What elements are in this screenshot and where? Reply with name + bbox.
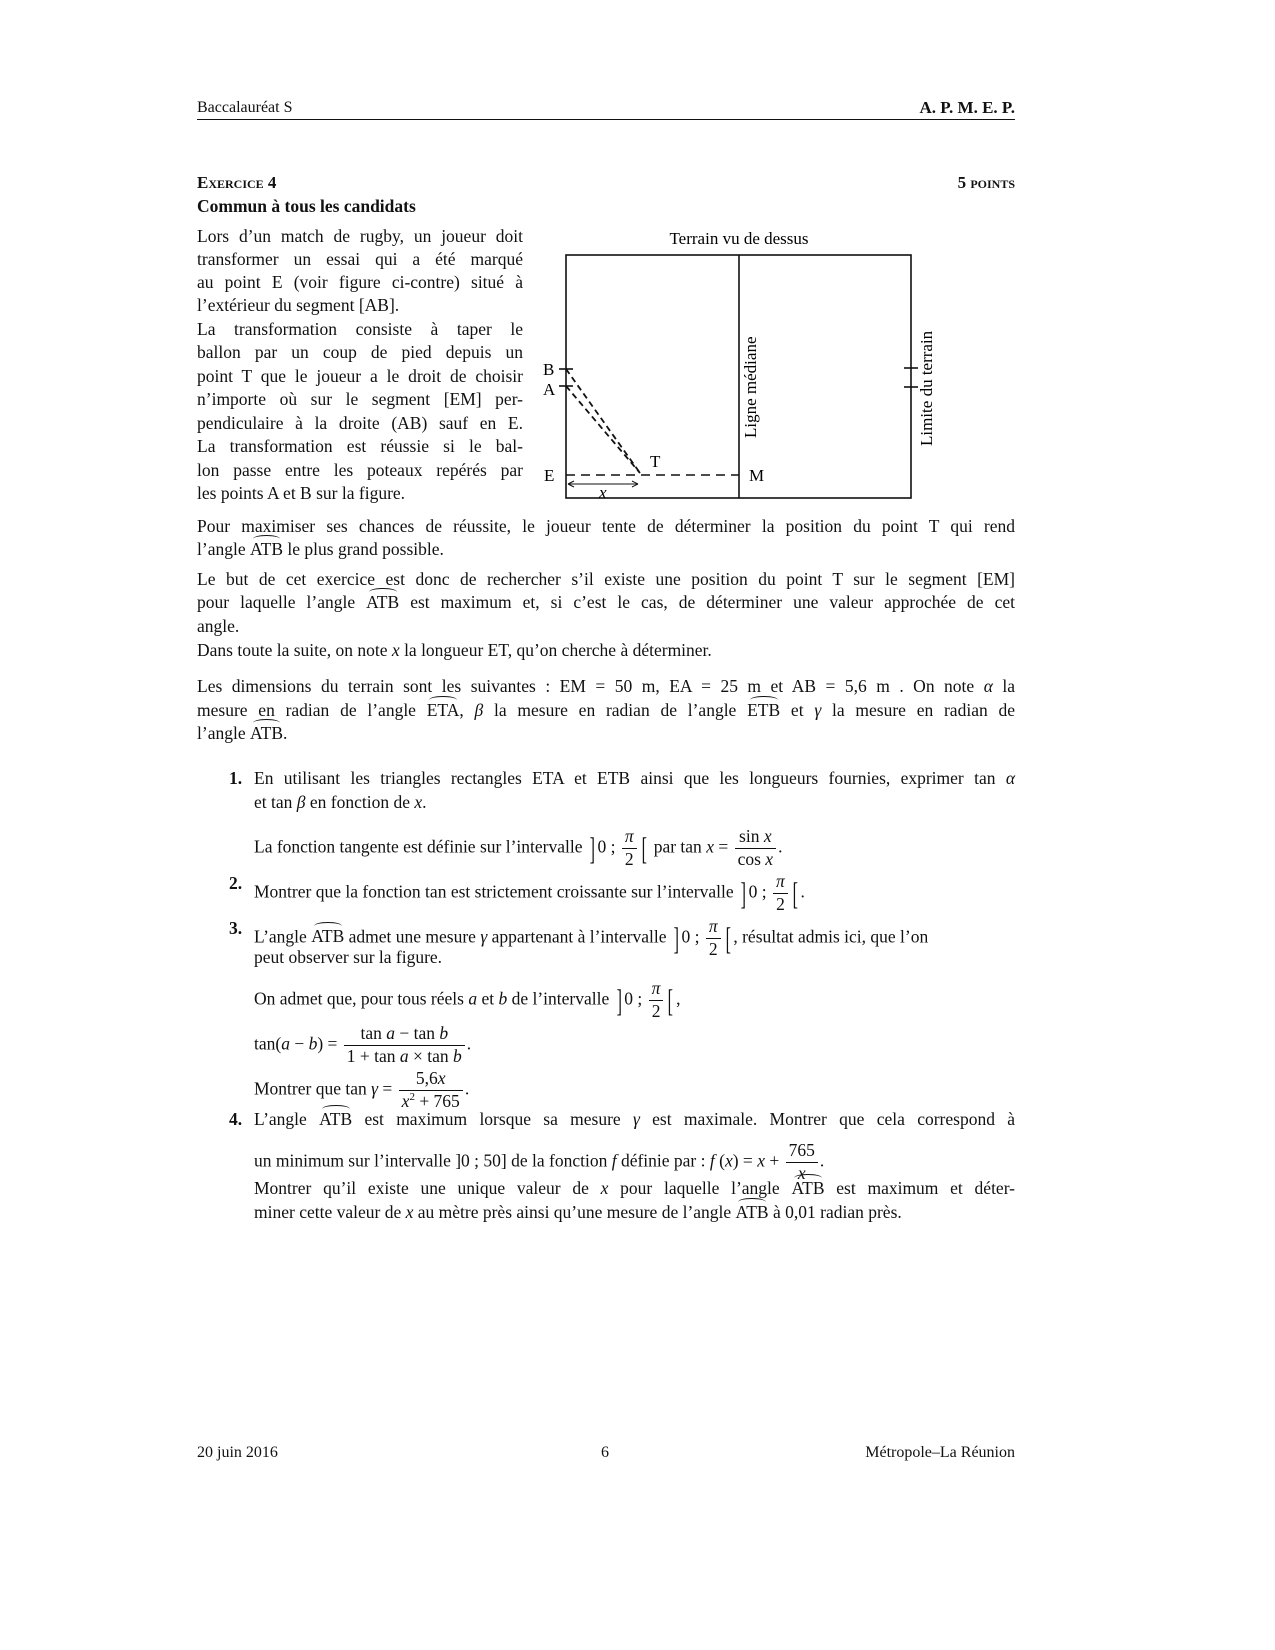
interval-bracket: ] — [673, 920, 679, 957]
math-variable: x — [763, 826, 772, 846]
text-run: − tan — [394, 1023, 440, 1043]
text-run: à 0,01 radian près. — [768, 1202, 902, 1222]
text-run: Le but de cet exercice est donc de rechercher s’il existe une position du point T sur le segment [EM] — [197, 569, 1015, 589]
math-variable: x — [757, 1150, 765, 1171]
text-run: en fonction de — [305, 792, 415, 812]
text-run: l’angle — [197, 723, 250, 743]
text-run: miner cette valeur de — [254, 1202, 406, 1222]
text-run: . — [778, 836, 783, 857]
exercise-subtitle: Commun à tous les candidats — [197, 196, 416, 216]
question-line — [254, 1023, 1015, 1066]
label-x: x — [599, 483, 607, 502]
body-line — [197, 537, 1015, 561]
question-number: 2. — [229, 873, 243, 893]
question-line — [254, 1200, 1015, 1224]
label-M: M — [749, 466, 765, 485]
exercise-points: 5 points — [957, 173, 1015, 192]
math-variable: x — [437, 1068, 446, 1088]
label-A: A — [543, 380, 556, 399]
fraction-denominator — [773, 894, 788, 916]
math-variable: f — [611, 1150, 617, 1171]
math-variable: x — [706, 836, 714, 857]
text-run: appartenant à l’intervalle — [487, 926, 671, 947]
interval-bracket: [ — [792, 875, 798, 912]
question-line — [254, 826, 1015, 869]
math-variable: x — [401, 1090, 410, 1111]
text-run: La transformation est réussie si le bal- — [197, 436, 523, 456]
text-run: ) = — [732, 1150, 758, 1171]
body-line — [197, 590, 1015, 614]
interval-bracket: ] — [740, 875, 747, 912]
math-variable: α — [1005, 768, 1015, 788]
text-run: . — [466, 1033, 472, 1054]
footer-page-number: 6 — [601, 1444, 609, 1461]
math-variable: γ — [371, 1078, 379, 1099]
fraction-denominator — [344, 1046, 465, 1068]
text-run: et — [477, 988, 499, 1009]
angle-notation: ATB — [735, 1202, 769, 1222]
angle-notation: ATB — [249, 723, 284, 743]
math-variable: γ — [814, 700, 822, 720]
text-run: et — [780, 700, 815, 720]
text-run: transformer un essai qui a été marqué — [197, 249, 523, 269]
exercise-title: Exercice 4 — [197, 173, 277, 192]
median-label: Ligne médiane — [741, 336, 760, 438]
text-run: la mesure en radian de — [821, 700, 1015, 720]
text-run: un minimum sur l’intervalle ]0 ; 50] de la fonction — [254, 1150, 612, 1171]
text-run: au mètre près ainsi qu’une mesure de l’angle — [413, 1202, 736, 1222]
text-run: cos — [737, 848, 766, 869]
text-run: L’angle — [254, 1109, 320, 1129]
text-run: , résultat admis ici, que l’on — [733, 926, 929, 947]
text-run: tan( — [254, 1033, 282, 1054]
text-run: ) = — [317, 1033, 342, 1054]
math-variable: β — [474, 700, 484, 720]
text-run: n’importe où sur le segment [EM] per- — [197, 389, 523, 409]
text-run: l’extérieur du segment [AB]. — [197, 295, 400, 315]
text-run: 1 + tan — [346, 1045, 400, 1066]
text-run: , — [676, 988, 681, 1009]
interval-bracket: [ — [641, 830, 647, 867]
limit-label: Limite du terrain — [917, 330, 936, 446]
text-run: l’angle — [197, 539, 250, 559]
text-run: Pour maximiser ses chances de réussite, le joueur tente de déterminer la position du point T qui rend — [197, 516, 1015, 536]
text-run: 0 ; — [624, 988, 647, 1009]
math-variable: x — [797, 1162, 806, 1183]
text-run: lon passe entre les poteaux repérés par — [197, 460, 523, 480]
text-run: − — [289, 1033, 309, 1054]
math-variable: b — [498, 988, 508, 1009]
text-run: 2 — [651, 1000, 661, 1021]
interval-bracket: ] — [589, 830, 595, 867]
text-run: est maximale. Montrer que cela correspond à — [639, 1109, 1015, 1129]
fraction — [649, 978, 664, 1023]
angle-notation: ATB — [366, 592, 400, 612]
label-E: E — [544, 466, 555, 485]
angle-notation: ATB — [791, 1178, 825, 1198]
body-line — [197, 721, 1015, 745]
label-B: B — [543, 360, 555, 379]
header-left: Baccalauréat S — [197, 99, 293, 116]
body-line — [197, 674, 1015, 698]
text-run: au point E (voir figure ci-contre) situé à — [197, 272, 523, 292]
fraction-numerator — [773, 871, 788, 894]
text-run: 0 ; — [681, 926, 704, 947]
question-line — [254, 1140, 1015, 1183]
angle-notation: ATB — [249, 539, 284, 559]
math-variable: γ — [632, 1109, 640, 1129]
angle-notation: ATB — [319, 1109, 353, 1129]
interval-bracket: ] — [616, 982, 622, 1019]
text-run: mesure en radian de l’angle — [197, 700, 427, 720]
question-number: 1. — [229, 768, 243, 788]
text-run: est maximum et, si c’est le cas, de déterminer une valeur approchée de cet — [399, 592, 1015, 612]
math-variable: α — [983, 676, 993, 696]
text-run: + 765 — [414, 1090, 460, 1111]
text-run: par tan — [649, 836, 707, 857]
text-run: Lors d’un match de rugby, un joueur doit — [197, 226, 523, 246]
question-line — [254, 871, 1015, 914]
math-variable: a — [386, 1023, 395, 1043]
text-run: On admet que, pour tous réels — [254, 988, 469, 1009]
fraction-numerator — [735, 826, 776, 849]
fraction-numerator — [649, 978, 664, 1001]
text-run: = — [713, 836, 733, 857]
fraction-denominator — [735, 849, 776, 871]
text-run: . — [800, 881, 805, 902]
text-run: ballon par un coup de pied depuis un — [197, 342, 523, 362]
question-line — [254, 1107, 1015, 1131]
fraction — [344, 1023, 465, 1068]
text-run: définie par : — [616, 1150, 710, 1171]
fraction — [622, 826, 637, 871]
text-run: 2 — [708, 938, 718, 959]
math-variable: x — [414, 792, 423, 812]
math-variable: b — [453, 1045, 462, 1066]
text-run: , — [459, 700, 475, 720]
text-run: sin — [739, 826, 764, 846]
text-run: les points A et B sur la figure. — [197, 483, 406, 503]
text-run: La fonction tangente est définie sur l’intervalle — [254, 836, 587, 857]
fraction-denominator — [622, 849, 637, 871]
question-number: 4. — [229, 1109, 243, 1129]
math-variable: π — [708, 916, 718, 936]
label-T: T — [650, 452, 661, 471]
text-run: Montrer qu’il existe une unique valeur de — [254, 1178, 601, 1198]
math-variable: x — [724, 1150, 733, 1171]
body-line — [197, 567, 1015, 591]
math-variable: b — [308, 1033, 318, 1054]
text-run: La transformation consiste à taper le — [197, 319, 523, 339]
interval-bracket: [ — [668, 982, 674, 1019]
text-run: ( — [714, 1150, 725, 1171]
math-variable: γ — [480, 926, 488, 947]
math-variable: π — [624, 826, 634, 846]
text-run: 2 — [776, 893, 785, 914]
interval-bracket: [ — [725, 920, 731, 957]
fraction — [735, 826, 776, 871]
fraction-denominator — [649, 1001, 664, 1023]
question-line — [254, 945, 1015, 969]
text-run: peut observer sur la figure. — [254, 947, 443, 967]
angle-notation: ETA — [426, 700, 460, 720]
text-run: × tan — [408, 1045, 454, 1066]
math-variable: x — [600, 1178, 609, 1198]
segment-BT — [566, 369, 640, 473]
text-run: . — [819, 1150, 825, 1171]
field-figure — [0, 0, 1275, 520]
math-variable: a — [281, 1033, 290, 1054]
fraction-numerator — [622, 826, 637, 849]
text-run: = — [378, 1078, 397, 1099]
text-run: est maximum et déter- — [824, 1178, 1015, 1198]
text-run: 0 ; — [748, 881, 772, 902]
text-run: . — [283, 723, 288, 743]
math-variable: x — [765, 848, 774, 869]
math-variable: a — [399, 1045, 409, 1066]
segment-AT — [566, 386, 640, 473]
text-run: Montrer que tan — [254, 1078, 372, 1099]
question-line — [254, 766, 1015, 790]
fraction — [773, 871, 788, 916]
text-run: est maximum lorsque sa mesure — [352, 1109, 633, 1129]
text-run: pour laquelle l’angle — [197, 592, 367, 612]
question-line — [254, 978, 1015, 1021]
body-line — [197, 614, 1015, 638]
text-run: 2 — [624, 848, 634, 869]
text-run: . — [464, 1078, 470, 1099]
text-run: admet une mesure — [344, 926, 481, 947]
math-variable: f — [709, 1150, 715, 1171]
math-variable: x — [391, 640, 400, 660]
text-run: L’angle — [254, 926, 312, 947]
text-run: angle. — [197, 616, 240, 636]
math-variable: a — [468, 988, 478, 1009]
question-line — [254, 790, 1015, 814]
footer-date: 20 juin 2016 — [197, 1444, 278, 1461]
text-run: la mesure en radian de l’angle — [483, 700, 748, 720]
text-run: En utilisant les triangles rectangles ETA et ETB ainsi que les longueurs fournies, exprimer tan — [254, 768, 1006, 788]
math-variable: x — [405, 1202, 414, 1222]
text-run: 5,6 — [415, 1068, 438, 1088]
text-run: + — [764, 1150, 784, 1171]
text-run: . — [422, 792, 427, 812]
fraction-numerator — [706, 916, 721, 939]
angle-notation: ETB — [747, 700, 781, 720]
body-line — [197, 514, 1015, 538]
text-run: point T que le joueur a le droit de choisir — [197, 366, 523, 386]
fraction-numerator — [399, 1068, 463, 1091]
text-run: Montrer que la fonction tan est strictement croissante sur l’intervalle — [254, 881, 739, 902]
text-run: pour laquelle l’angle — [608, 1178, 792, 1198]
text-run: Dans toute la suite, on note — [197, 640, 392, 660]
text-run: et tan — [254, 792, 297, 812]
math-variable: π — [776, 871, 785, 891]
math-variable: π — [651, 978, 661, 998]
text-run: le plus grand possible. — [283, 539, 444, 559]
text-run: de l’intervalle — [507, 988, 614, 1009]
figure-title: Terrain vu de dessus — [669, 229, 809, 248]
text-run: Les dimensions du terrain sont les suivantes : EM = 50 m, EA = 25 m et AB = 5,6 m . On note — [197, 676, 984, 696]
text-run: tan — [360, 1023, 387, 1043]
body-line — [197, 638, 1015, 662]
text-run: la — [992, 676, 1015, 696]
fraction-numerator — [786, 1140, 818, 1163]
footer-place: Métropole–La Réunion — [865, 1444, 1015, 1461]
question-number: 3. — [229, 918, 243, 938]
exponent: 2 — [409, 1091, 415, 1104]
text-run: pendiculaire à la droite (AB) sauf en E. — [197, 413, 523, 433]
text-run: 765 — [788, 1140, 815, 1160]
text-run: 0 ; — [597, 836, 620, 857]
header-right: A. P. M. E. P. — [919, 98, 1015, 117]
math-variable: b — [439, 1023, 449, 1043]
math-variable: β — [296, 792, 306, 812]
question-line — [254, 1068, 1015, 1111]
body-line — [197, 698, 1015, 722]
angle-notation: ATB — [311, 926, 345, 947]
fraction-numerator — [344, 1023, 465, 1046]
text-run: la longueur ET, qu’on cherche à déterminer. — [399, 640, 712, 660]
question-line — [254, 1176, 1015, 1200]
